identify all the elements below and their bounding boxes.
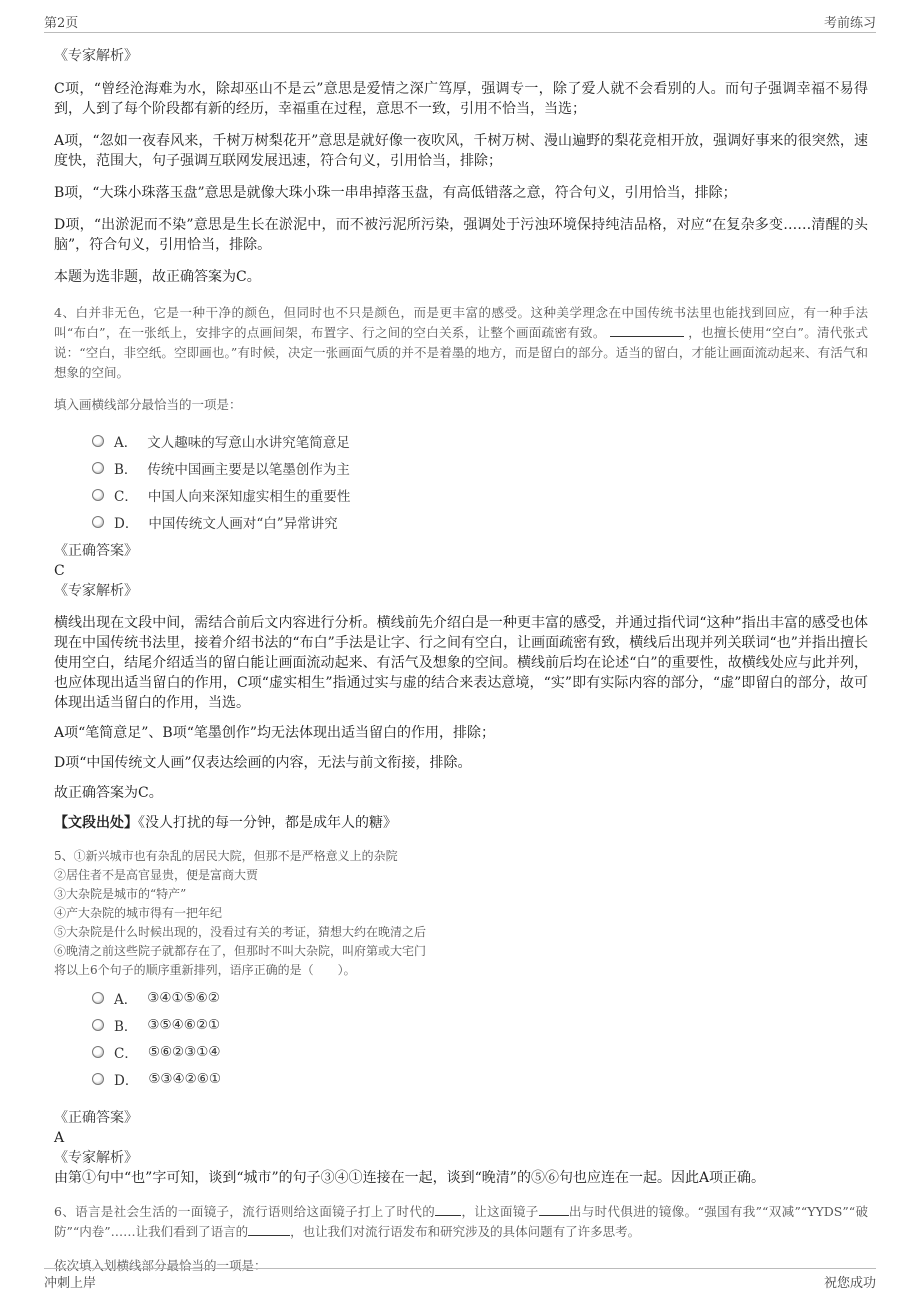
- option-text: ⑤⑥②③①④: [147, 1043, 221, 1060]
- radio-icon[interactable]: [92, 435, 104, 447]
- footer-divider: [44, 1268, 876, 1269]
- option-letter: B．: [114, 1018, 138, 1035]
- page-number: 第2页: [44, 16, 79, 31]
- question-line: 5、①新兴城市也有杂乱的居民大院，但那不是严格意义上的杂院: [54, 849, 398, 863]
- question-6-part2: ，让这面镜子: [461, 1204, 539, 1219]
- radio-icon[interactable]: [92, 1046, 104, 1058]
- option-text: 中国传统文人画对“白”异常讲究: [148, 515, 338, 532]
- question-5-options: [92, 984, 868, 1092]
- option-letter: A．: [114, 434, 138, 451]
- fill-blank: [539, 1202, 569, 1216]
- footer-right: 祝您成功: [823, 1276, 876, 1291]
- question-6-text: [54, 1202, 868, 1242]
- option-letter: A．: [114, 991, 138, 1008]
- radio-icon[interactable]: [92, 1019, 104, 1031]
- question-6-part3: 出与时代俱进的镜像。“强国有我”“双减”“YYDS”“破防”“内卷”……让我们看到了语言的: [54, 1204, 868, 1239]
- question-4-prompt: 填入画横线部分最恰当的一项是：: [54, 397, 242, 412]
- question-4-text-before: 4、白并非无色，它是一种干净的颜色，但同时也不只是颜色，而是更丰富的感受。这种美学理念在中国传统书法里也能找到回应，有一种手法叫“布白”，在一张纸上，安排字的点画间架，布置字、行之间的空白关系，让整个画面疏密有致。: [54, 305, 868, 340]
- question-line: ④产大杂院的城市得有一把年纪: [54, 906, 223, 920]
- expert-analysis-label: 《专家解析》: [54, 48, 138, 64]
- radio-icon[interactable]: [92, 489, 104, 501]
- option-letter: B．: [114, 461, 138, 478]
- analysis-option-a: A项，“忽如一夜春风来，千树万树梨花开”意思是就好像一夜吹风，千树万树、漫山遍野的梨花竞相开放，强调好事来的很突然，速度快，范围大，句子强调互联网发展迅速，符合句义，引用恰当，排除；: [54, 133, 868, 169]
- question-5-text: [54, 847, 868, 980]
- option-letter: C．: [114, 1045, 138, 1062]
- question-line: ⑥晚清之前这些院子就都存在了，但那时不叫大杂院，叫府第或大宅门: [54, 944, 427, 958]
- question-6-part4: ，也让我们对流行语发布和研究涉及的具体问题有了许多思考。: [290, 1224, 641, 1239]
- fill-blank: [248, 1222, 290, 1236]
- option-a[interactable]: [92, 427, 868, 454]
- question-line: ②居住者不是高官显贵，便是富商大贾: [54, 868, 259, 882]
- analysis-conclusion: 本题为选非题，故正确答案为C。: [54, 269, 261, 285]
- option-d[interactable]: [92, 508, 868, 535]
- header-title: 考前练习: [823, 16, 876, 31]
- option-b[interactable]: [92, 454, 868, 481]
- question-4-options: [92, 427, 868, 535]
- option-text: 中国人向来深知虚实相生的重要性: [147, 488, 351, 505]
- question-line: ⑤大杂院是什么时候出现的，没看过有关的考证，猜想大约在晚清之后: [54, 925, 427, 939]
- radio-icon[interactable]: [92, 462, 104, 474]
- option-c[interactable]: [92, 481, 868, 508]
- radio-icon[interactable]: [92, 992, 104, 1004]
- question-4-text-after: ，也擅长使用“空白”。清代张式说：“空白，非空纸。空即画也。”有时候，决定一张画面气质的并不是着墨的地方，而是留白的部分。适当的留白，才能让画面流动起来、有活气和想象的空间。: [54, 325, 868, 380]
- option-letter: D．: [114, 1072, 139, 1089]
- source-label: 【文段出处】: [54, 815, 138, 831]
- option-text: 文人趣味的写意山水讲究笔简意足: [147, 434, 350, 451]
- source-title: 《没人打扰的每一分钟，都是成年人的糖》: [138, 815, 397, 831]
- analysis-options-ab: A项“笔简意足”、B项“笔墨创作”均无法体现出适当留白的作用，排除；: [54, 725, 496, 741]
- radio-icon[interactable]: [92, 1073, 104, 1085]
- analysis-text: 横线出现在文段中间，需结合前后文内容进行分析。横线前先介绍白是一种更丰富的感受，并通过指代词“这种”指出丰富的感受也体现在中国传统书法里，接着介绍书法的“布白”手法是让字、行之间有空白，让画面疏密有致，横线后出现并列关联词“也”并指出擅长使用空白，结尾介绍适当的留白能让画面流动起来、有活气及想象的空间。横线前后均在论述“白”的重要性，故横线处应与此并列，也应体现出适当留白的作用，C项“虚实相生”指通过实与虚的结合来表达意境，“实”即有实际内容的部分，“虚”即留白的部分，故可体现出适当留白的作用，当选。: [54, 615, 868, 711]
- correct-answer: C: [54, 563, 65, 579]
- analysis-conclusion: 故正确答案为C。: [54, 785, 163, 801]
- fill-blank: [435, 1202, 461, 1216]
- option-text: ③④①⑤⑥②: [147, 989, 220, 1006]
- correct-answer-label: 《正确答案》: [54, 543, 138, 559]
- question-line: ③大杂院是城市的“特产”: [54, 887, 187, 901]
- expert-analysis-label: 《专家解析》: [54, 1150, 138, 1166]
- correct-answer-label: 《正确答案》: [54, 1110, 138, 1126]
- question-prompt: 将以上6个句子的顺序重新排列，语序正确的是（ ）。: [54, 963, 356, 977]
- analysis-option-b: B项，“大珠小珠落玉盘”意思是就像大珠小珠一串串掉落玉盘，有高低错落之意，符合句义，引用恰当，排除；: [54, 185, 737, 201]
- question-6-prompt: 依次填入划横线部分最恰当的一项是：: [54, 1258, 267, 1273]
- header-divider: [44, 32, 876, 33]
- correct-answer: A: [54, 1130, 65, 1146]
- option-b[interactable]: [92, 1011, 868, 1038]
- option-a[interactable]: [92, 984, 868, 1011]
- option-d[interactable]: [92, 1065, 868, 1092]
- option-text: ③⑤④⑥②①: [147, 1016, 221, 1033]
- option-c[interactable]: [92, 1038, 868, 1065]
- source-citation: [54, 813, 868, 833]
- analysis-text: 由第①句中“也”字可知，谈到“城市”的句子③④①连接在一起，谈到“晚清”的⑤⑥句也应连在一起。因此A项正确。: [54, 1170, 766, 1186]
- question-4-text: [54, 303, 868, 383]
- question-6-part1: 6、语言是社会生活的一面镜子，流行语则给这面镜子打上了时代的: [54, 1204, 436, 1219]
- radio-icon[interactable]: [92, 516, 104, 528]
- analysis-option-c: C项，“曾经沧海难为水，除却巫山不是云”意思是爱情之深广笃厚，强调专一，除了爱人就不会看别的人。而句子强调幸福不易得到，人到了每个阶段都有新的经历，幸福重在过程，意思不一致，引用不恰当，当选；: [54, 81, 868, 117]
- analysis-option-d: D项“中国传统文人画”仅表达绘画的内容，无法与前文衔接，排除。: [54, 755, 472, 771]
- expert-analysis-label: 《专家解析》: [54, 583, 138, 599]
- page-content: [54, 44, 868, 1276]
- option-text: ⑤③④②⑥①: [148, 1070, 221, 1087]
- option-text: 传统中国画主要是以笔墨创作为主: [147, 461, 350, 478]
- analysis-option-d: D项，“出淤泥而不染”意思是生长在淤泥中，而不被污泥所污染，强调处于污浊环境保持纯洁品格，对应“在复杂多变……清醒的头脑”，符合句义，引用恰当，排除。: [54, 217, 868, 253]
- option-letter: C．: [114, 488, 138, 505]
- option-letter: D．: [114, 515, 139, 532]
- fill-blank: [610, 323, 684, 337]
- footer-left: 冲刺上岸: [44, 1276, 97, 1291]
